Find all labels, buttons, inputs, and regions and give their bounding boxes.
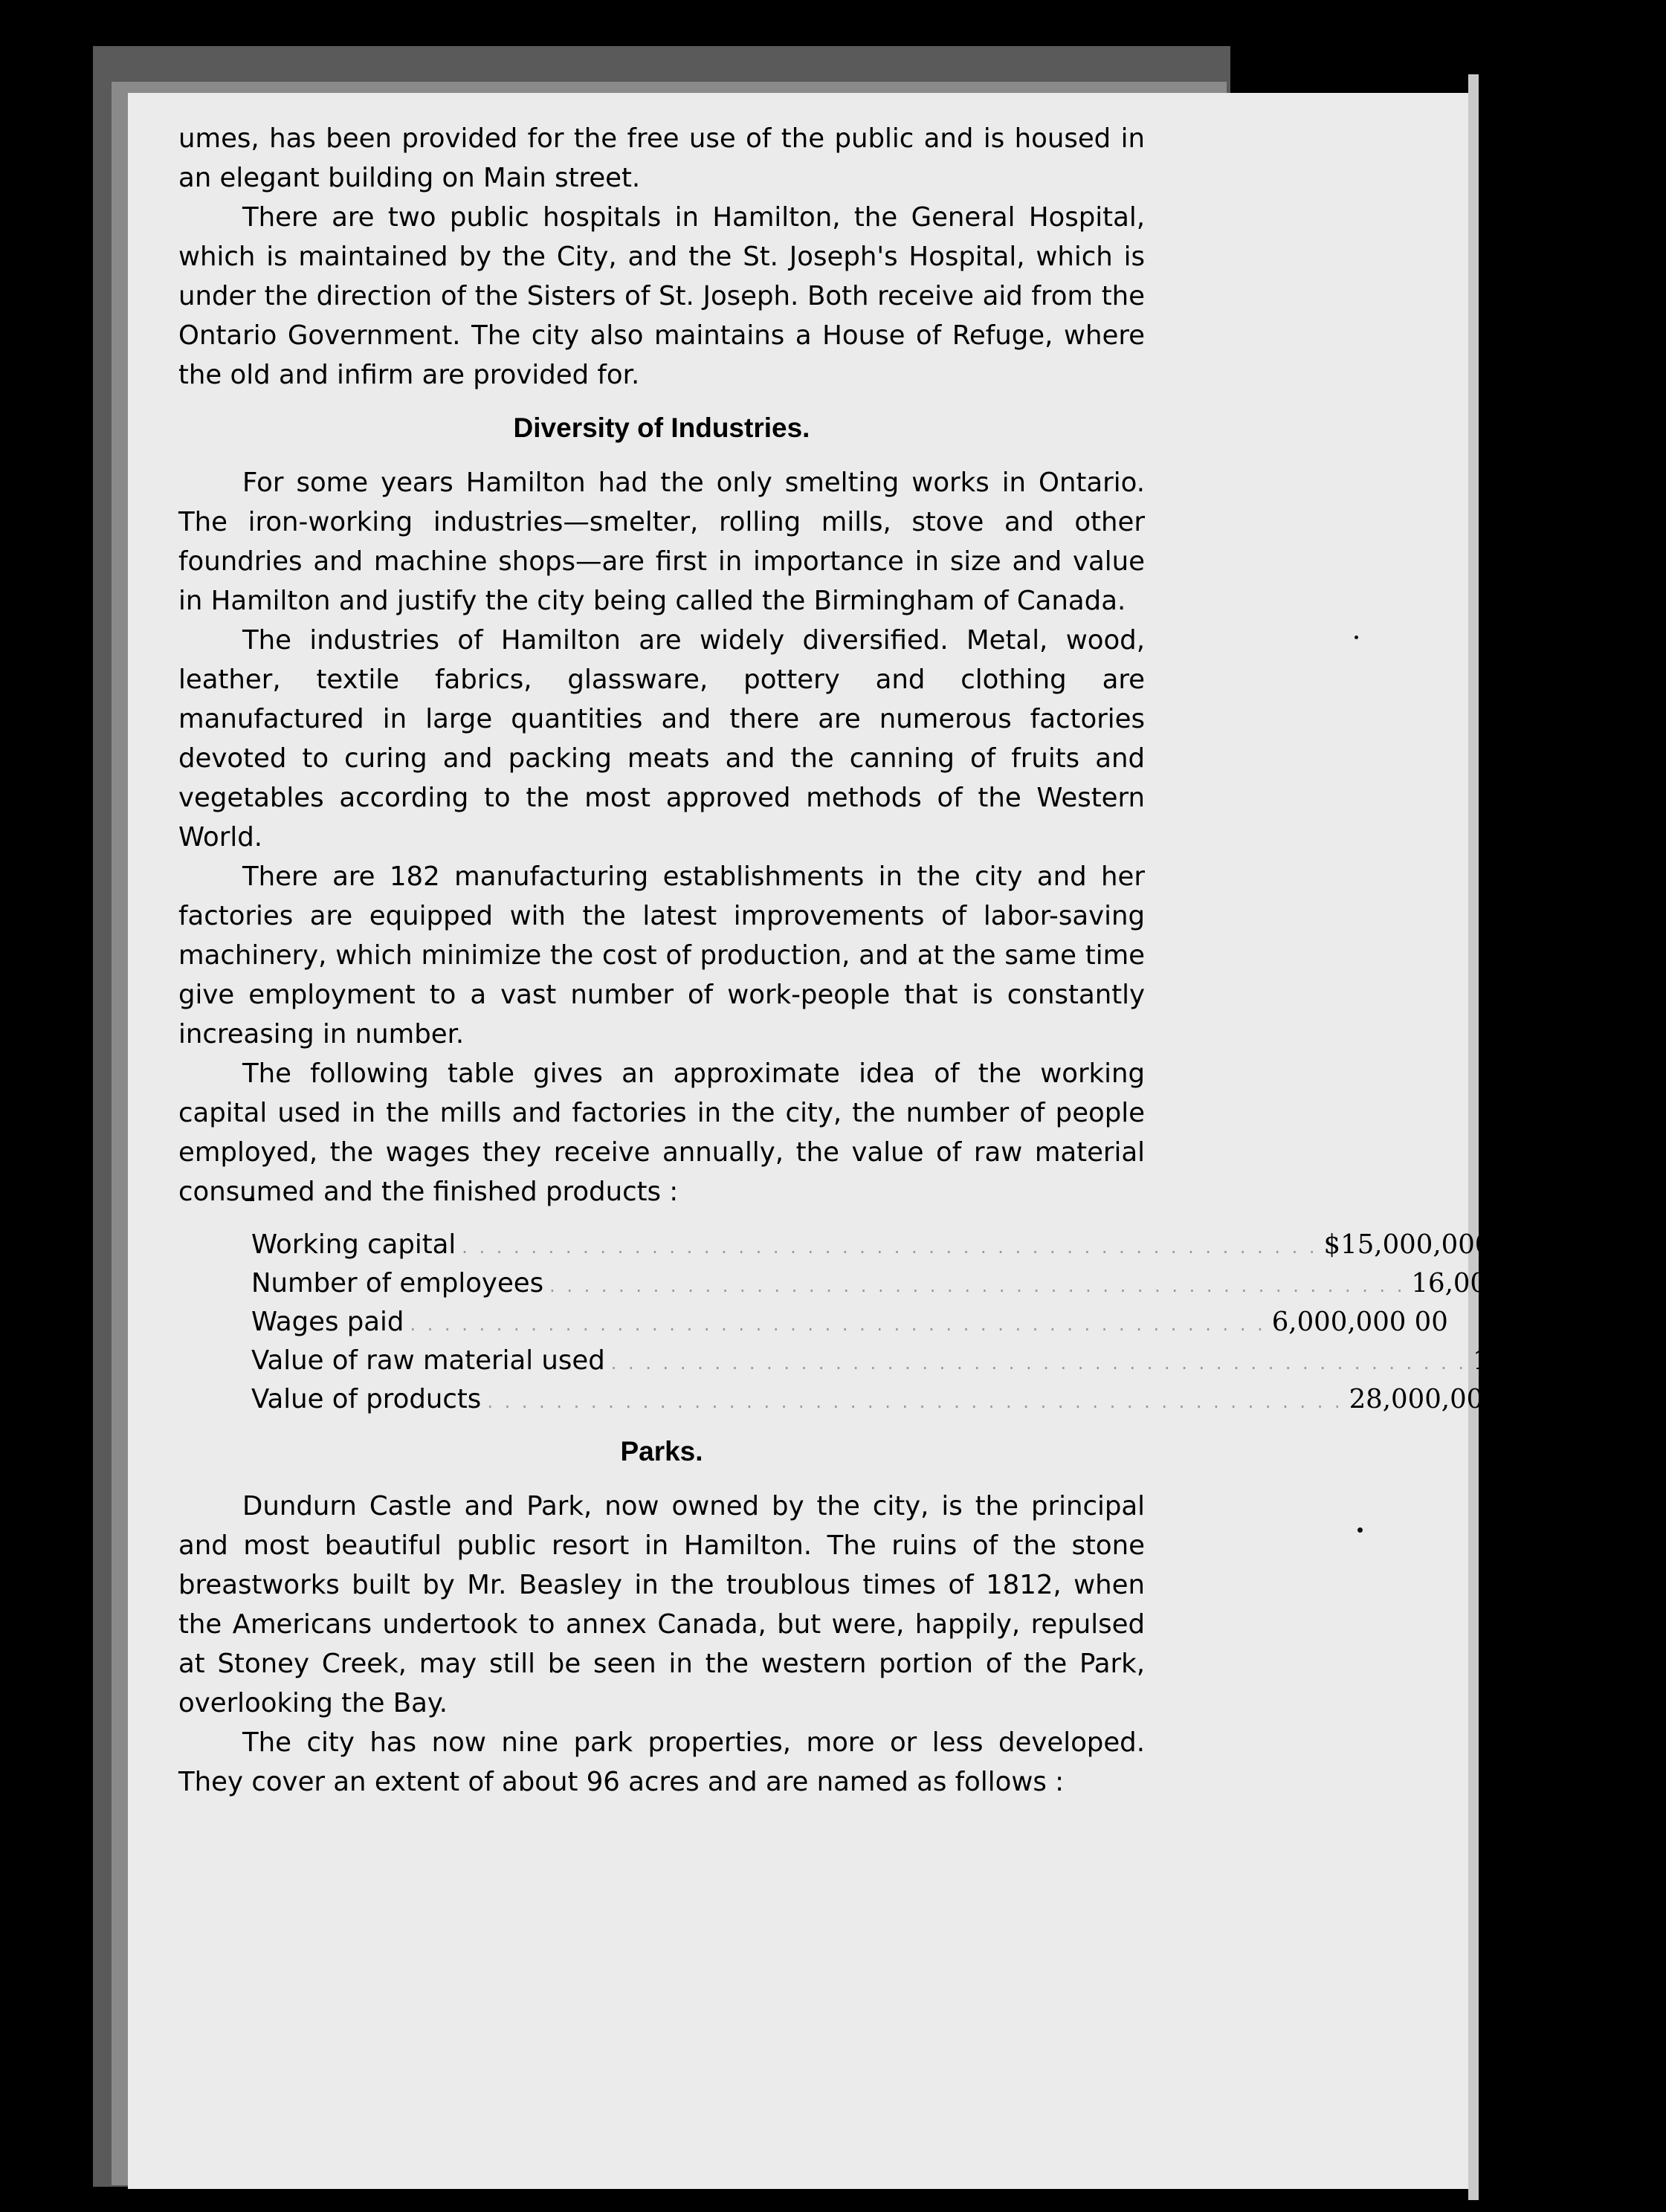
stat-value: $15,000,000 00	[1323, 1229, 1534, 1260]
stat-row	[251, 1225, 1534, 1264]
paragraph: There are 182 manufacturing establishments in the city and her factories are equipped with the latest improvements of labor-saving machinery, which minimize the cost of production, and at the same time give employment to a vast number of work-people that is constantly increasing in number.	[178, 861, 1145, 1050]
dot-leader: . . . . . . . . . . . . . . . . . . . . . . . . . . . . . . . . . . . . . . . . . . . . . . . . . .	[487, 1391, 1343, 1412]
stat-label: Working capital	[251, 1229, 456, 1260]
dot-leader: . . . . . . . . . . . . . . . . . . . . . . . . . . . . . . . . . . . . . . . . . . . . . . . . . .	[610, 1353, 1468, 1374]
stat-value: 14,000,000 00	[1473, 1345, 1666, 1376]
statistics-table	[178, 1225, 1666, 1418]
paragraph: The following table gives an approximate idea of the working capital used in the mills and factories in the city, the number of people employed, the wages they receive annually, the value of raw material consumed and the finished products :	[178, 1058, 1145, 1207]
stat-row	[251, 1264, 1504, 1302]
stat-row	[251, 1380, 1543, 1418]
stat-value: 6,000,000 00	[1271, 1307, 1448, 1337]
page-right-edge	[1468, 74, 1479, 2200]
stat-value: 28,000,000 00	[1349, 1384, 1543, 1414]
page-text	[178, 119, 1666, 1802]
dot-leader: . . . . . . . . . . . . . . . . . . . . . . . . . . . . . . . . . . . . . . . . . . . . . . . . . .	[410, 1314, 1266, 1335]
stat-label: Number of employees	[251, 1268, 544, 1299]
paragraph: There are two public hospitals in Hamilton, the General Hospital, which is maintained by the City, and the St. Joseph's Hospital, which is under the direction of the Sisters of St. Joseph. Both receive aid from the Ontario Government. The city also maintains a House of Refuge, where the old and infirm are provided for.	[178, 202, 1145, 390]
dot-leader: . . . . . . . . . . . . . . . . . . . . . . . . . . . . . . . . . . . . . . . . . . . . . . . . . .	[549, 1275, 1406, 1296]
section-heading-parks: Parks.	[620, 1436, 703, 1466]
paragraph: For some years Hamilton had the only smelting works in Ontario. The iron-working industries—smelter, rolling mills, stove and other foundries and machine shops—are first in importance in size and value in Hamilton and justify the city being called the Birmingham of Canada.	[178, 468, 1145, 616]
stat-label: Value of products	[251, 1384, 482, 1414]
margin-mark	[1355, 636, 1358, 639]
paragraph: The industries of Hamilton are widely diversified. Metal, wood, leather, textile fabrics, glassware, pottery and clothing are manufactured in large quantities and there are numerous factories devoted to curing and packing meats and the canning of fruits and vegetables according to the most approved methods of the Western World.	[178, 625, 1145, 853]
stat-label: Value of raw material used	[251, 1345, 605, 1376]
stat-row	[251, 1341, 1666, 1380]
margin-mark	[1357, 1527, 1363, 1533]
stat-value: 16,000	[1411, 1268, 1504, 1299]
paragraph: umes, has been provided for the free use of the public and is housed in an elegant building on Main street.	[178, 123, 1145, 193]
section-heading-industries: Diversity of Industries.	[513, 413, 810, 443]
dot-leader: . . . . . . . . . . . . . . . . . . . . . . . . . . . . . . . . . . . . . . . . . . . . . . . . . .	[462, 1237, 1318, 1258]
stat-label: Wages paid	[251, 1307, 404, 1337]
paragraph: The city has now nine park properties, more or less developed. They cover an extent of about 96 acres and are named as follows :	[178, 1727, 1145, 1797]
stat-row	[251, 1302, 1448, 1341]
paragraph: Dundurn Castle and Park, now owned by the city, is the principal and most beautiful public resort in Hamilton. The ruins of the stone breastworks built by Mr. Beasley in the troublous times of 1812, when the Americans undertook to annex Canada, but were, happily, repulsed at Stoney Creek, may still be seen in the western portion of the Park, overlooking the Bay.	[178, 1491, 1145, 1718]
